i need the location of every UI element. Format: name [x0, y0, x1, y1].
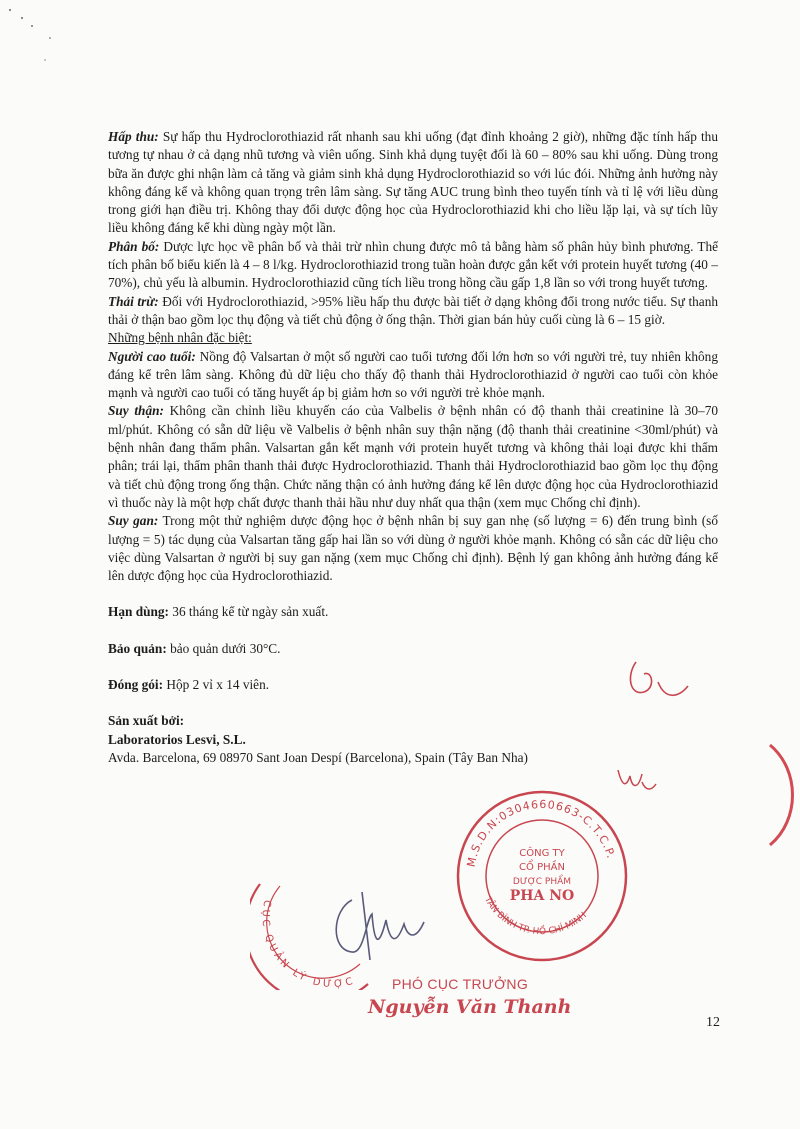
signatory-title: PHÓ CỤC TRƯỞNG	[392, 976, 529, 992]
stamp-bottom-text: TÂN BÌNH TP. HỒ CHÍ MINH	[482, 895, 589, 938]
signature-mark-icon	[622, 652, 692, 712]
text-phan-bo: Dược lực học về phân bố và thải trừ nhìn chung được mô tả bằng hàm số phân hủy bình phương. Thể tích phân bố biểu kiến là 4 – 8 l/kg. Hydroclorothiazid trong tuần hoàn được gắn kết với protein huyết tương (40 – 70%), chủ yếu là albumin. Hydroclorothiazid cũng tích liều trong hồng cầu gấp 1,8 lần so với trong huyết tương.	[108, 238, 718, 291]
partial-stamp-edge	[760, 740, 800, 850]
special-patients-heading: Những bệnh nhân đặc biệt:	[108, 330, 252, 346]
text-suy-gan: Trong một thử nghiệm dược động học ở bệnh nhân bị suy gan nhẹ (số lượng = 6) đến trung bình (số lượng = 5) tác dụng của Valsartan tăng gấp hai lần so với dùng ở người khỏe mạnh. Không có sẵn các dữ liệu cho việc dùng Valsartan ở người bị suy gan nặng (xem mục Chống chỉ định). Bệnh lý gan không ảnh hưởng đáng kể lên dược động học của Hydroclorothiazid.	[108, 513, 718, 584]
label-dong-goi: Đóng gói:	[108, 677, 164, 693]
stamp-line-3: DƯỢC PHẨM	[512, 877, 572, 887]
stamp-line-2: CỔ PHẦN	[519, 862, 565, 873]
spacer	[108, 585, 718, 603]
text-bao-quan: bảo quản dưới 30°C.	[166, 640, 281, 656]
text-hap-thu: Sự hấp thu Hydroclorothiazid rất nhanh sau khi uống (đạt đỉnh khoảng 2 giờ), những đặc tính hấp thu tương tự nhau ở cả dạng nhũ tương và viên uống. Sinh khả dụng tuyệt đối là 60 – 80% sau khi uống. Dùng trong bữa ăn được ghi nhận làm cả tăng và giảm sinh khả dụng Hydroclorothiazid so với lúc đói. Những ảnh hưởng này không đáng kể và không quan trọng trên lâm sàng. Sự tăng AUC trung bình theo tuyến tính và tỉ lệ với liều dùng trong giới hạn điều trị. Không thay đổi dược động học của Hydroclorothiazid khi cho liều lặp lại, và sự tích lũy liều không đáng kể khi dùng ngày một lần.	[108, 129, 718, 236]
paragraph-nguoi-cao-tuoi	[108, 348, 718, 403]
label-thai-tru: Thải trừ:	[108, 293, 159, 309]
text-dong-goi: Hộp 2 vỉ x 14 viên.	[163, 677, 270, 693]
manufacturer-address: Avda. Barcelona, 69 08970 Sant Joan Despí (Barcelona), Spain (Tây Ban Nha)	[108, 749, 528, 765]
label-bao-quan: Bảo quản:	[108, 640, 167, 656]
label-suy-gan: Suy gan:	[108, 513, 159, 529]
paragraph-han-dung	[108, 603, 718, 621]
signatory-name: Nguyễn Văn Thanh	[368, 996, 572, 1018]
company-stamp	[452, 786, 632, 966]
label-nguoi-cao-tuoi: Người cao tuổi:	[108, 348, 196, 364]
label-suy-than: Suy thận:	[108, 403, 164, 419]
page-number: 12	[706, 1015, 720, 1030]
official-signature-icon	[312, 880, 452, 970]
text-nguoi-cao-tuoi: Nồng độ Valsartan ở một số người cao tuổi tương đối lớn hơn so với người trẻ, tuy nhiên không đáng kể trên lâm sàng. Không đủ dữ liệu cho thấy độ thanh thải Hydroclorothiazid ở người cao tuổi còn khỏe mạnh và người cao tuổi có tăng huyết áp bị giảm hơn so với người trẻ khỏe mạnh.	[108, 348, 718, 401]
stamp-line-1: CÔNG TY	[519, 848, 565, 859]
paragraph-suy-than	[108, 402, 718, 512]
label-hap-thu: Hấp thu:	[108, 129, 159, 144]
text-thai-tru: Đối với Hydroclorothiazid, >95% liều hấp thu được bài tiết ở dạng không đổi trong nước tiểu. Sự thanh thải ở thận bao gồm lọc thụ động và tiết chủ động ở ống thận. Thời gian bán hủy cuối cùng là 6 – 15 giờ.	[108, 293, 718, 327]
paragraph-phan-bo	[108, 238, 718, 293]
scan-specks	[0, 0, 80, 70]
label-phan-bo: Phân bố:	[108, 238, 160, 254]
stamp-ring-text: M.S.D.N:0304660663-C.T.C.P.	[464, 797, 618, 869]
label-han-dung: Hạn dùng:	[108, 604, 169, 620]
paragraph-hap-thu	[108, 128, 718, 238]
label-san-xuat: Sản xuất bởi:	[108, 713, 185, 729]
text-han-dung: 36 tháng kể từ ngày sản xuất.	[168, 604, 329, 620]
paragraph-thai-tru	[108, 293, 718, 330]
paragraph-suy-gan	[108, 512, 718, 585]
government-seal-text: CỤC QUẢN LÝ DƯỢC	[259, 899, 357, 990]
stamp-line-4: PHA NO	[509, 888, 575, 904]
spacer	[108, 622, 718, 640]
manufacturer-name: Laboratorios Lesvi, S.L.	[108, 731, 246, 747]
text-suy-than: Không cần chỉnh liều khuyến cáo của Valbelis ở bệnh nhân có độ thanh thải creatinine là 30–70 ml/phút. Không có sẵn dữ liệu về Valbelis ở bệnh nhân suy thận nặng (độ thanh thải creatinine <30ml/phút) và bệnh nhân đang thẩm phân. Valsartan gắn kết mạnh với protein huyết tương và không thải loại được khi thẩm phân; trái lại, thẩm phân thanh thải được Hydroclorothiazid. Thanh thải Hydroclorothiazid bao gồm lọc thụ động và tiết chủ động trong ống thận. Chức năng thận có ảnh hưởng đáng kể lên dược động học của Hydroclorothiazid vì thuốc này là một hợp chất được thanh thải hầu như duy nhất qua thận (xem mục Chống chỉ định).	[108, 403, 718, 510]
